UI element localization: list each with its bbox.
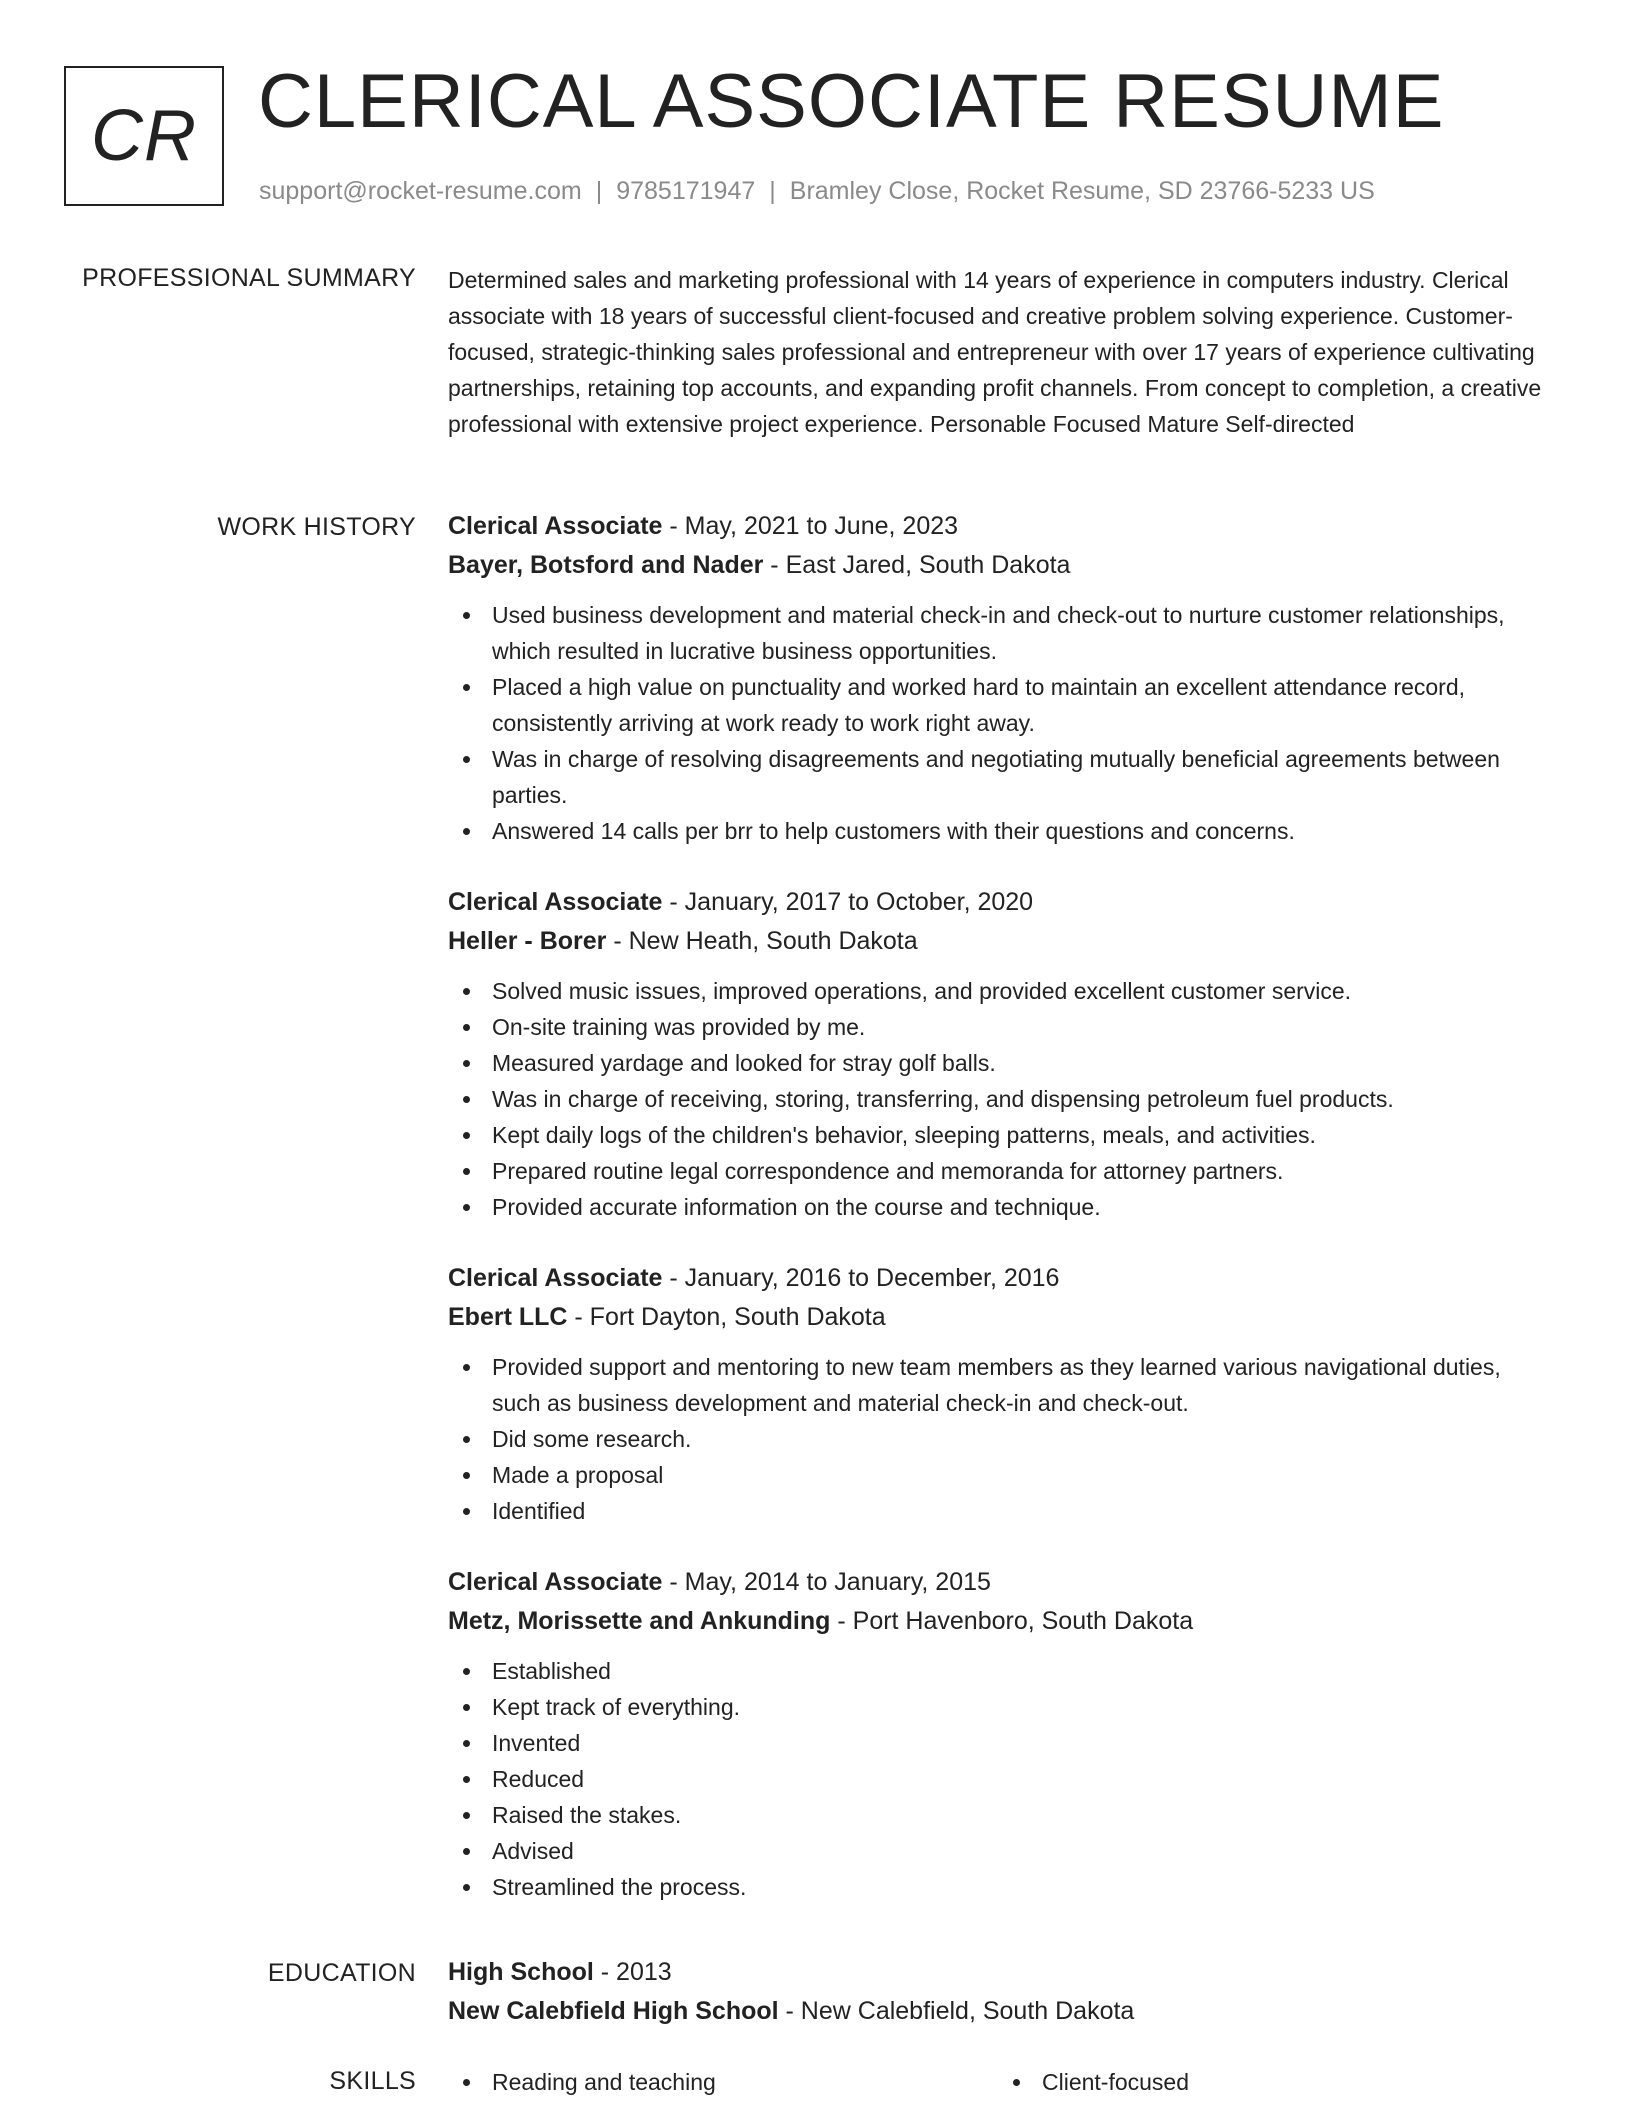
job-company: Bayer, Botsford and Nader bbox=[448, 551, 764, 579]
bullet-dot bbox=[463, 1848, 470, 1855]
job-location: - East Jared, South Dakota bbox=[763, 551, 1071, 579]
job-company-line bbox=[448, 546, 1548, 585]
job-title: Clerical Associate bbox=[448, 512, 663, 540]
skills-heading: SKILLS bbox=[329, 2067, 416, 2095]
job-bullet-text: Solved music issues, improved operations, and provided excellent customer service. bbox=[492, 978, 1352, 1004]
job-dates: - May, 2021 to June, 2023 bbox=[662, 512, 959, 540]
job-bullets bbox=[448, 1653, 1548, 1905]
bullet-dot bbox=[463, 1704, 470, 1711]
summary-text: Determined sales and marketing professional with 14 years of experience in computers industry. Clerical associate with 18 years of successful client-focused and creative problem solving experience. Customer-focused, strategic-thinking sales professional and entrepreneur with over 17 years of experience cultivating partnerships, retaining top accounts, and expanding profit channels. From concept to completion, a creative professional with extensive project experience. Personable Focused Mature Self-directed bbox=[448, 267, 1542, 437]
job-dates: - May, 2014 to January, 2015 bbox=[662, 1568, 991, 1596]
job-bullet-text: Kept track of everything. bbox=[492, 1694, 741, 1720]
job-entry bbox=[448, 883, 1548, 1225]
job-bullet bbox=[448, 1493, 1548, 1529]
summary-heading: PROFESSIONAL SUMMARY bbox=[82, 264, 416, 292]
job-bullet-text: Measured yardage and looked for stray golf balls. bbox=[492, 1050, 996, 1076]
bullet-dot bbox=[463, 1060, 470, 1067]
skill-item bbox=[998, 2064, 1548, 2100]
job-bullet-text: Was in charge of receiving, storing, transferring, and dispensing petroleum fuel products. bbox=[492, 1086, 1394, 1112]
education-degree: High School bbox=[448, 1958, 594, 1986]
contact-separator: | bbox=[769, 177, 776, 205]
job-bullet-text: Made a proposal bbox=[492, 1462, 664, 1488]
job-location: - New Heath, South Dakota bbox=[606, 927, 918, 955]
bullet-dot bbox=[463, 1364, 470, 1371]
job-bullet-text: Raised the stakes. bbox=[492, 1802, 682, 1828]
job-bullets bbox=[448, 1349, 1548, 1529]
job-title-line bbox=[448, 507, 1548, 546]
contact-email[interactable]: support@rocket-resume.com bbox=[259, 177, 582, 205]
job-bullet bbox=[448, 1869, 1548, 1905]
job-title: Clerical Associate bbox=[448, 888, 663, 916]
job-company: Metz, Morissette and Ankunding bbox=[448, 1607, 831, 1635]
bullet-dot bbox=[463, 988, 470, 995]
bullet-dot bbox=[463, 1776, 470, 1783]
job-title: Clerical Associate bbox=[448, 1264, 663, 1292]
job-bullet bbox=[448, 597, 1548, 669]
job-title-line bbox=[448, 883, 1548, 922]
job-bullet bbox=[448, 1153, 1548, 1189]
job-title-line bbox=[448, 1563, 1548, 1602]
skill-item bbox=[448, 2064, 998, 2100]
job-bullet-text: Established bbox=[492, 1658, 611, 1684]
job-bullet-text: Used business development and material check-in and check-out to nurture customer relationships, which resulted in lucrative business opportunities. bbox=[492, 602, 1505, 664]
work-history-body bbox=[448, 507, 1548, 1939]
bullet-dot bbox=[463, 1472, 470, 1479]
job-bullets bbox=[448, 973, 1548, 1225]
job-bullet-text: Did some research. bbox=[492, 1426, 692, 1452]
job-bullet bbox=[448, 1797, 1548, 1833]
job-bullet-text: Advised bbox=[492, 1838, 574, 1864]
summary-body bbox=[448, 262, 1548, 442]
contact-phone[interactable]: 9785171947 bbox=[616, 177, 756, 205]
job-entry bbox=[448, 507, 1548, 849]
job-bullet-text: Answered 14 calls per brr to help customers with their questions and concerns. bbox=[492, 818, 1295, 844]
job-bullet-text: Was in charge of resolving disagreements and negotiating mutually beneficial agreements between parties. bbox=[492, 746, 1500, 808]
bullet-dot bbox=[463, 1168, 470, 1175]
contact-address: Bramley Close, Rocket Resume, SD 23766-5233 US bbox=[789, 177, 1375, 205]
job-dates: - January, 2016 to December, 2016 bbox=[662, 1264, 1060, 1292]
skill-text: Client-focused bbox=[1042, 2069, 1190, 2095]
education-school: New Calebfield High School bbox=[448, 1997, 779, 2025]
job-company: Ebert LLC bbox=[448, 1303, 568, 1331]
job-bullet bbox=[448, 1081, 1548, 1117]
education-body bbox=[448, 1953, 1548, 2031]
education-degree-line bbox=[448, 1953, 1548, 1992]
bullet-dot bbox=[463, 1436, 470, 1443]
job-bullet bbox=[448, 1653, 1548, 1689]
education-location: - New Calebfield, South Dakota bbox=[778, 1997, 1135, 2025]
job-dates: - January, 2017 to October, 2020 bbox=[662, 888, 1034, 916]
skills-list bbox=[448, 2064, 1548, 2100]
job-bullet bbox=[448, 1833, 1548, 1869]
bullet-dot bbox=[463, 1884, 470, 1891]
job-bullet bbox=[448, 973, 1548, 1009]
bullet-dot bbox=[463, 828, 470, 835]
job-bullet bbox=[448, 1189, 1548, 1225]
job-bullet bbox=[448, 741, 1548, 813]
job-bullet bbox=[448, 1457, 1548, 1493]
skill-text: Reading and teaching bbox=[492, 2069, 716, 2095]
education-year: - 2013 bbox=[593, 1958, 672, 1986]
job-entry bbox=[448, 1259, 1548, 1529]
bullet-dot bbox=[463, 1812, 470, 1819]
job-company-line bbox=[448, 922, 1548, 961]
job-bullet-text: Identified bbox=[492, 1498, 586, 1524]
job-company-line bbox=[448, 1602, 1548, 1641]
job-entry bbox=[448, 1563, 1548, 1905]
education-school-line bbox=[448, 1992, 1548, 2031]
bullet-dot bbox=[463, 1668, 470, 1675]
job-bullet-text: Invented bbox=[492, 1730, 581, 1756]
job-bullet-text: Provided support and mentoring to new team members as they learned various navigational duties, such as business development and material check-in and check-out. bbox=[492, 1354, 1501, 1416]
job-bullet bbox=[448, 1689, 1548, 1725]
job-title-line bbox=[448, 1259, 1548, 1298]
job-bullet bbox=[448, 1045, 1548, 1081]
education-heading: EDUCATION bbox=[267, 1959, 416, 1987]
work-history-heading: WORK HISTORY bbox=[217, 513, 416, 541]
job-bullet bbox=[448, 1421, 1548, 1457]
job-bullet-text: On-site training was provided by me. bbox=[492, 1014, 866, 1040]
job-location: - Port Havenboro, South Dakota bbox=[830, 1607, 1194, 1635]
job-company-line bbox=[448, 1298, 1548, 1337]
bullet-dot bbox=[463, 2079, 470, 2086]
job-bullets bbox=[448, 597, 1548, 849]
job-location: - Fort Dayton, South Dakota bbox=[567, 1303, 886, 1331]
bullet-dot bbox=[463, 1096, 470, 1103]
bullet-dot bbox=[463, 1132, 470, 1139]
contact-line bbox=[259, 174, 1375, 208]
job-bullet bbox=[448, 1349, 1548, 1421]
job-bullet-text: Streamlined the process. bbox=[492, 1874, 747, 1900]
job-company: Heller - Borer bbox=[448, 927, 607, 955]
bullet-dot bbox=[463, 612, 470, 619]
bullet-dot bbox=[463, 1204, 470, 1211]
bullet-dot bbox=[463, 1024, 470, 1031]
job-title: Clerical Associate bbox=[448, 1568, 663, 1596]
job-bullet bbox=[448, 1009, 1548, 1045]
job-bullet-text: Kept daily logs of the children's behavior, sleeping patterns, meals, and activities. bbox=[492, 1122, 1316, 1148]
job-bullet-text: Prepared routine legal correspondence and memoranda for attorney partners. bbox=[492, 1158, 1284, 1184]
bullet-dot bbox=[463, 756, 470, 763]
job-bullet bbox=[448, 1725, 1548, 1761]
monogram-logo: CR bbox=[64, 66, 224, 206]
job-bullet bbox=[448, 1117, 1548, 1153]
contact-separator: | bbox=[595, 177, 603, 205]
job-bullet bbox=[448, 1761, 1548, 1797]
job-bullet-text: Provided accurate information on the course and technique. bbox=[492, 1194, 1101, 1220]
job-bullet bbox=[448, 813, 1548, 849]
job-bullet-text: Placed a high value on punctuality and worked hard to maintain an excellent attendance record, consistently arriving at work ready to work right away. bbox=[492, 674, 1466, 736]
bullet-dot bbox=[463, 1508, 470, 1515]
job-bullet bbox=[448, 669, 1548, 741]
bullet-dot bbox=[1013, 2079, 1020, 2086]
bullet-dot bbox=[463, 684, 470, 691]
skills-body bbox=[448, 2064, 1548, 2100]
job-bullet-text: Reduced bbox=[492, 1766, 585, 1792]
bullet-dot bbox=[463, 1740, 470, 1747]
resume-title: CLERICAL ASSOCIATE RESUME bbox=[258, 59, 1445, 144]
